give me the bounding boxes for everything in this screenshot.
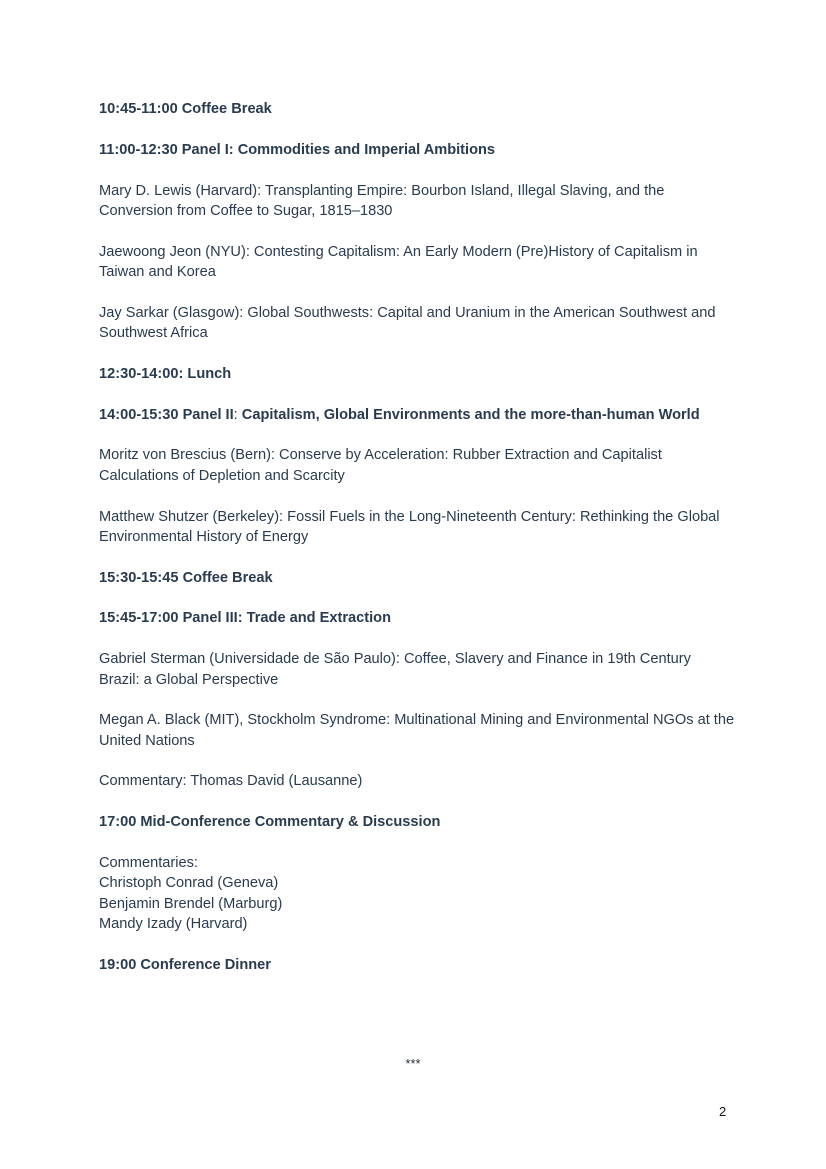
panel-2-heading-colon: :	[233, 406, 238, 423]
panel-2-heading-title: Capitalism, Global Environments and the more-than-human World	[237, 406, 700, 423]
commentaries-list	[99, 853, 735, 934]
panel-3-heading: 15:45-17:00 Panel III: Trade and Extraction	[99, 610, 391, 627]
coffee-break-afternoon: 15:30-15:45 Coffee Break	[99, 569, 273, 586]
commentator-item: Christoph Conrad (Geneva)	[99, 875, 279, 892]
panel-1-talk-lewis: Mary D. Lewis (Harvard): Transplanting Empire: Bourbon Island, Illegal Slaving, and the Conversion from Coffee to Sugar, 1815–1830	[99, 182, 665, 219]
section-separator: ***	[405, 1056, 421, 1071]
schedule-content	[99, 99, 735, 996]
panel-2-talk-shutzer: Matthew Shutzer (Berkeley): Fossil Fuels in the Long-Nineteenth Century: Rethinking the Global Environmental History of Energy	[99, 508, 720, 545]
panel-2-heading	[99, 405, 735, 425]
commentator-item: Mandy Izady (Harvard)	[99, 915, 248, 932]
coffee-break-morning: 10:45-11:00 Coffee Break	[99, 101, 272, 117]
panel-2-heading-time: 14:00-15:30 Panel II	[99, 406, 234, 423]
commentaries-label: Commentaries:	[99, 855, 198, 872]
commentator-item: Benjamin Brendel (Marburg)	[99, 895, 283, 912]
panel-1-heading: 11:00-12:30 Panel I: Commodities and Imperial Ambitions	[99, 141, 496, 158]
lunch-heading: 12:30-14:00: Lunch	[99, 365, 232, 382]
panel-2-talk-brescius: Moritz von Brescius (Bern): Conserve by Acceleration: Rubber Extraction and Capitalist Calculations of Depletion and Scarcity	[99, 447, 662, 484]
panel-1-talk-sarkar: Jay Sarkar (Glasgow): Global Southwests: Capital and Uranium in the American Southwest and Southwest Africa	[99, 304, 716, 342]
panel-1-talk-jeon: Jaewoong Jeon (NYU): Contesting Capitalism: An Early Modern (Pre)History of Capitalism in Taiwan and Korea	[99, 243, 698, 280]
conference-dinner-heading: 19:00 Conference Dinner	[99, 956, 271, 973]
panel-3-commentary: Commentary: Thomas David (Lausanne)	[99, 773, 363, 790]
panel-3-talk-sterman: Gabriel Sterman (Universidade de São Paulo): Coffee, Slavery and Finance in 19th Century Brazil: a Global Perspective	[99, 651, 691, 688]
mid-conference-heading: 17:00 Mid-Conference Commentary & Discussion	[99, 814, 441, 831]
page-number: 2	[719, 1104, 727, 1119]
panel-3-talk-black: Megan A. Black (MIT), Stockholm Syndrome: Multinational Mining and Environmental NGOs at the United Nations	[99, 712, 735, 749]
